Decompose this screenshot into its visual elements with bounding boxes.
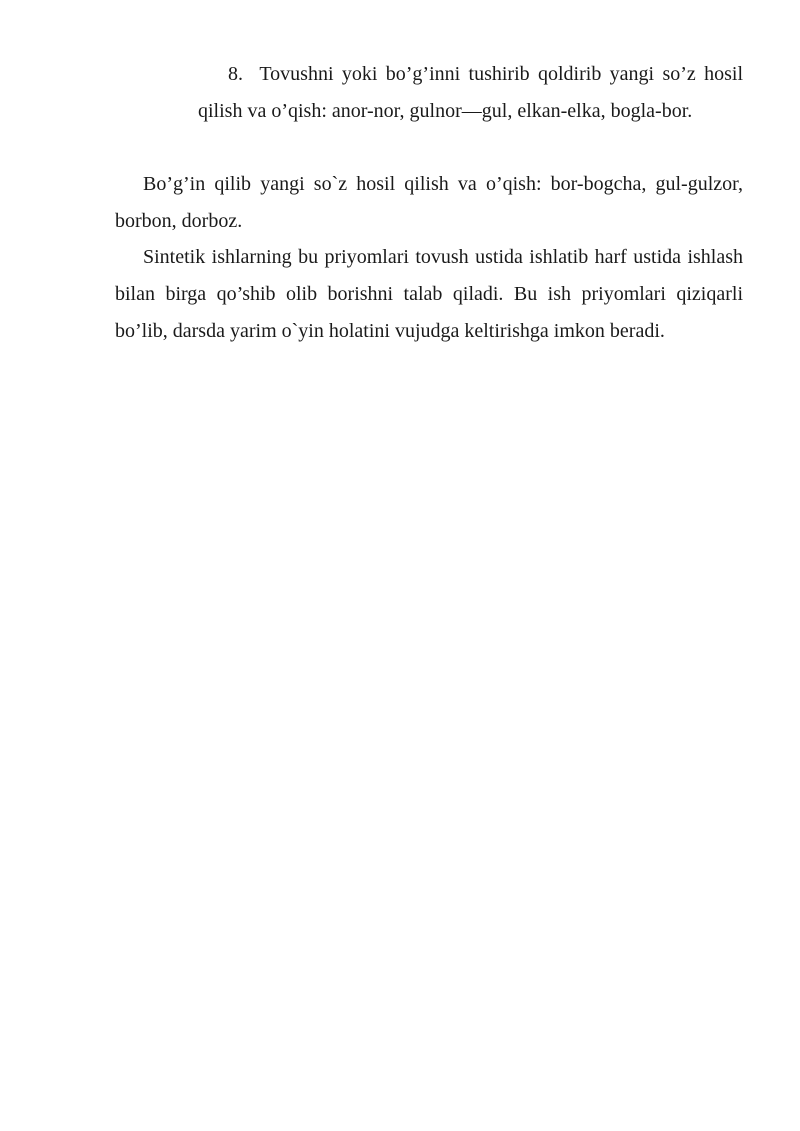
- paragraph-syllable-words: Bo’g’in qilib yangi so`z hosil qilish va o’qish: bor-bogcha, gul-gulzor, borbon, dorboz.: [115, 173, 743, 232]
- paragraph-synthetic-methods: Sintetik ishlarning bu priyomlari tovush ustida ishlatib harf ustida ishlash bilan birga qo’shib olib borishni talab qiladi. Bu ish priyomlari qiziqarli bo’lib, darsda yarim o`yin holatini vujudga keltirishga imkon beradi.: [115, 246, 743, 342]
- list-item-text: Tovushni yoki bo’g’inni tushirib qoldirib yangi so’z hosil qilish va o’qish: anor-nor, gulnor—gul, elkan-elka, bogla-bor.: [198, 63, 744, 122]
- numbered-list-item: [198, 56, 743, 130]
- list-item-number: 8.: [228, 63, 243, 85]
